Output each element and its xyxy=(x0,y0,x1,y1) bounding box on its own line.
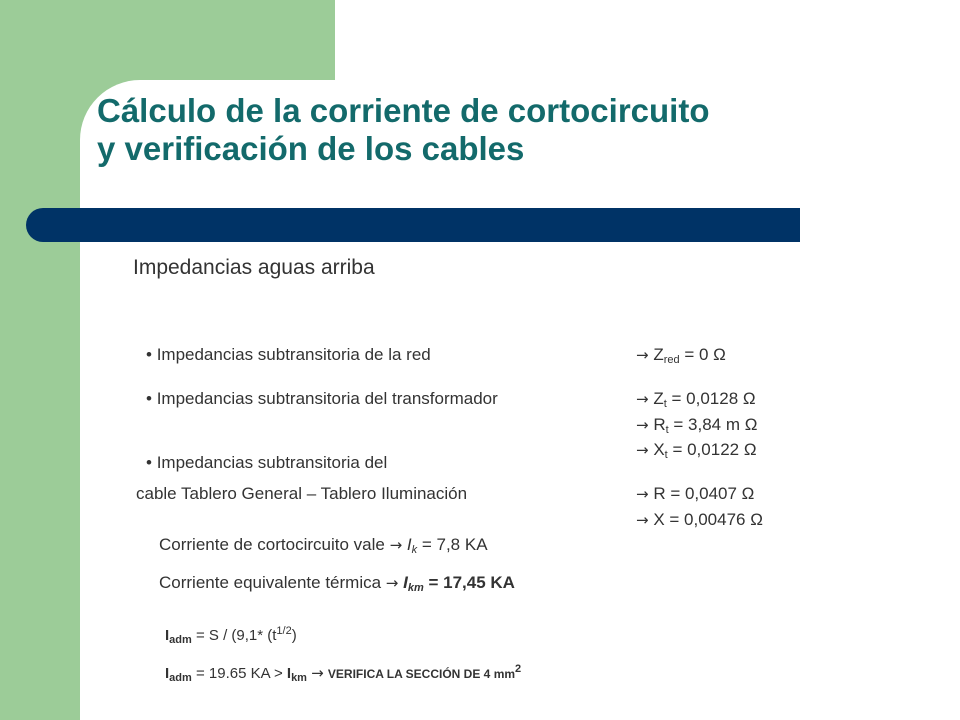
shortcircuit-label: Corriente de cortocircuito vale xyxy=(159,535,385,554)
shortcircuit-value: = 7,8 KA xyxy=(421,535,488,554)
r-cable-value: R = 0,0407 Ω xyxy=(653,484,755,503)
arrow-right-icon: → xyxy=(636,485,649,503)
title-line-2: y verificación de los cables xyxy=(97,130,525,167)
item-red-label: Impedancias subtransitoria de la red xyxy=(156,345,431,364)
result-z-red xyxy=(636,345,726,366)
arrow-right-icon: → xyxy=(636,416,649,434)
thermal-subscript: km xyxy=(407,582,424,594)
arrow-right-icon: → xyxy=(389,536,403,554)
verdict-superscript: 2 xyxy=(515,663,522,675)
arrow-right-icon: → xyxy=(636,441,649,459)
shortcircuit-subscript: k xyxy=(411,544,418,556)
result-z-t xyxy=(636,389,756,410)
verification-verdict: VERIFICA LA SECCIÓN DE 4 mm xyxy=(327,667,516,681)
r-t-value: = 3,84 m Ω xyxy=(673,415,758,434)
formula-verification xyxy=(165,663,521,684)
result-x-t xyxy=(636,440,757,461)
z-t-subscript: t xyxy=(663,398,667,410)
formula2-expression: = 19.65 KA > xyxy=(195,665,287,682)
formula2-subscript: adm xyxy=(169,672,192,684)
thermal-line xyxy=(159,573,515,594)
x-t-value: = 0,0122 Ω xyxy=(672,440,757,459)
shortcircuit-symbol: I xyxy=(406,535,412,554)
item-transformer-label: Impedancias subtransitoria del transformador xyxy=(156,389,498,408)
thermal-value: = 17,45 KA xyxy=(428,573,515,592)
z-t-value: = 0,0128 Ω xyxy=(671,389,756,408)
z-red-value: = 0 Ω xyxy=(684,345,726,364)
z-t-symbol: Z xyxy=(653,389,664,408)
formula1-superscript: 1/2 xyxy=(276,625,292,637)
arrow-right-icon: → xyxy=(385,574,399,592)
x-t-subscript: t xyxy=(664,449,668,461)
item-cable xyxy=(146,453,387,473)
formula1-close: ) xyxy=(291,627,297,644)
formula1-subscript: adm xyxy=(169,634,192,646)
result-x-cable xyxy=(636,510,763,530)
arrow-right-icon: → xyxy=(311,664,324,682)
x-cable-value: X = 0,00476 Ω xyxy=(653,510,763,529)
formula1-symbol: I xyxy=(165,627,170,644)
formula2-symbol-2: I xyxy=(286,665,292,682)
arrow-right-icon: → xyxy=(636,346,649,364)
formula1-expression: = S / (9,1* (t xyxy=(195,627,277,644)
formula2-subscript-2: km xyxy=(291,672,307,684)
formula-iadm xyxy=(165,625,297,646)
z-red-symbol: Z xyxy=(653,345,664,364)
item-cable-label-2: cable Tablero General – Tablero Iluminación xyxy=(136,484,468,503)
item-transformer xyxy=(146,389,498,409)
result-r-t xyxy=(636,415,757,436)
formula2-symbol: I xyxy=(165,665,170,682)
thermal-symbol: I xyxy=(403,573,408,592)
z-red-subscript: red xyxy=(663,354,680,366)
page-title xyxy=(97,92,937,168)
r-t-symbol: R xyxy=(653,415,666,434)
result-r-cable xyxy=(636,484,754,504)
divider-bar xyxy=(60,208,800,242)
x-t-symbol: X xyxy=(653,440,665,459)
section-subtitle: Impedancias aguas arriba xyxy=(133,256,375,279)
title-line-1: Cálculo de la corriente de cortocircuito xyxy=(97,92,710,129)
arrow-right-icon: → xyxy=(636,390,649,408)
shortcircuit-line xyxy=(159,535,488,556)
item-red xyxy=(146,345,431,365)
arrow-right-icon: → xyxy=(636,511,649,529)
thermal-label: Corriente equivalente térmica xyxy=(159,573,382,592)
item-cable-label-1: Impedancias subtransitoria del xyxy=(156,453,388,472)
r-t-subscript: t xyxy=(665,424,669,436)
